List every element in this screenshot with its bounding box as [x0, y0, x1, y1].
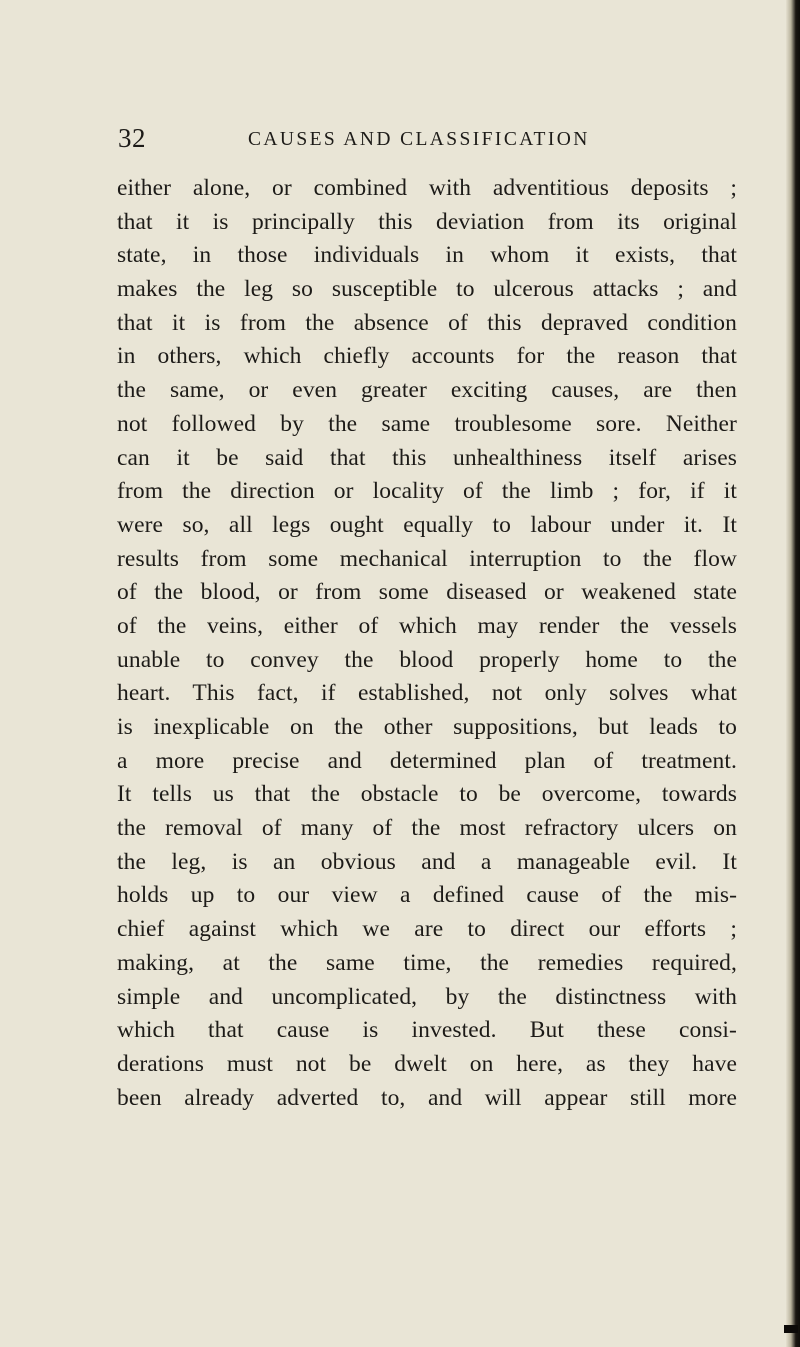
text-line: heart. This fact, if established, not only solves what	[117, 680, 737, 707]
text-line: from the direction or locality of the limb ; for, if it	[117, 478, 737, 505]
page-header	[0, 122, 790, 154]
text-line: not followed by the same troublesome sore. Neither	[117, 410, 737, 437]
text-line: a more precise and determined plan of treatment.	[117, 747, 737, 774]
text-line: unable to convey the blood properly home to the	[117, 646, 737, 673]
text-line: makes the leg so susceptible to ulcerous attacks ; and	[117, 276, 737, 303]
text-line: results from some mechanical interruption to the flow	[117, 545, 737, 572]
text-line: is inexplicable on the other suppositions, but leads to	[117, 714, 737, 740]
text-line: been already adverted to, and will appear still more	[117, 1084, 737, 1111]
text-line: that it is principally this deviation from its original	[117, 208, 737, 235]
text-line: either alone, or combined with adventitious deposits ;	[117, 175, 737, 201]
text-line: derations must not be dwelt on here, as they have	[117, 1050, 737, 1077]
text-line: simple and uncomplicated, by the distinctness with	[117, 983, 737, 1010]
page-spine-edge	[786, 0, 800, 1347]
text-line: can it be said that this unhealthiness itself arises	[117, 444, 737, 471]
text-line: of the veins, either of which may render the vessels	[117, 612, 737, 639]
text-line: in others, which chiefly accounts for the reason that	[117, 343, 737, 370]
text-line: state, in those individuals in whom it exists, that	[117, 242, 737, 269]
text-line: were so, all legs ought equally to labour under it. It	[117, 511, 737, 538]
text-line: It tells us that the obstacle to be overcome, towards	[117, 781, 737, 808]
page-number: 32	[118, 123, 146, 153]
text-line: making, at the same time, the remedies required,	[117, 949, 737, 976]
text-line: the leg, is an obvious and a manageable evil. It	[117, 848, 737, 875]
body-text	[117, 172, 737, 1115]
spine-mark	[784, 1325, 798, 1333]
text-line: of the blood, or from some diseased or weakened state	[117, 579, 737, 606]
text-line: the removal of many of the most refractory ulcers on	[117, 815, 737, 842]
running-head: CAUSES AND CLASSIFICATION	[248, 129, 590, 150]
text-line: the same, or even greater exciting causes, are then	[117, 377, 737, 404]
text-line: chief against which we are to direct our efforts ;	[117, 916, 737, 943]
text-line: that it is from the absence of this depraved condition	[117, 309, 737, 336]
text-line: holds up to our view a defined cause of the mis-	[117, 882, 737, 909]
text-line: which that cause is invested. But these consi-	[117, 1017, 737, 1044]
